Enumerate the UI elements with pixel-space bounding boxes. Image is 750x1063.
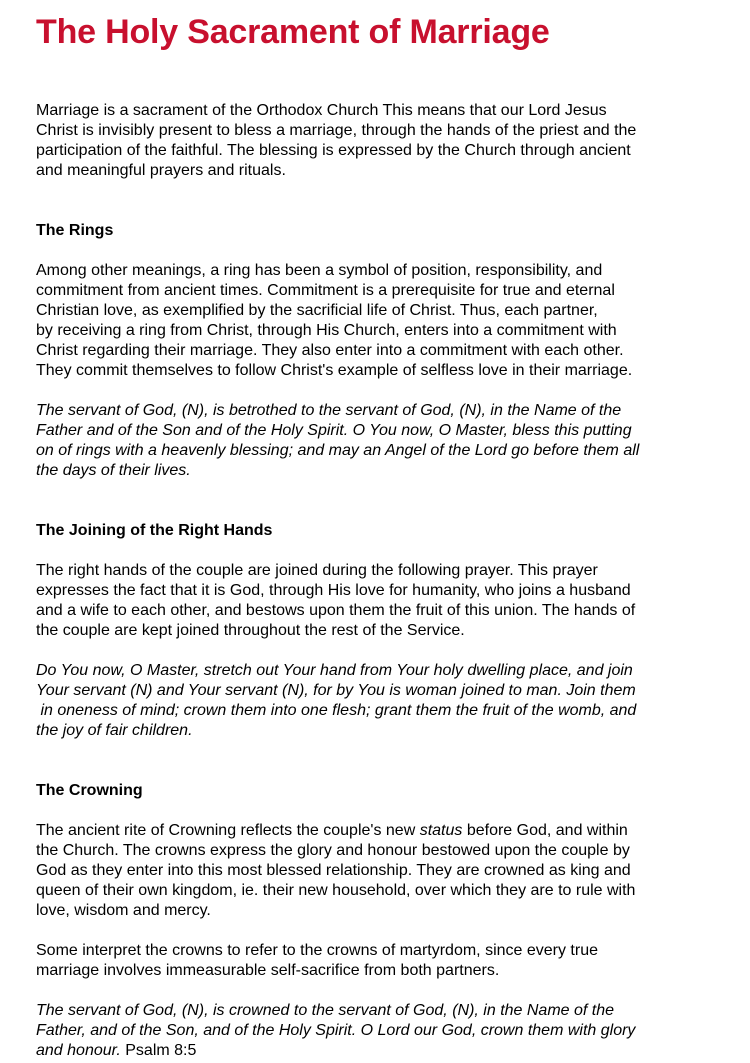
body-text: The ancient rite of Crowning reflects the couple's new xyxy=(36,822,420,839)
body-line: queen of their own kingdom, ie. their new household, over which they are to rule with xyxy=(36,882,636,899)
body-line: The right hands of the couple are joined during the following prayer. This prayer xyxy=(36,562,598,579)
prayer-line: the days of their lives. xyxy=(36,462,191,479)
crowning-body xyxy=(36,821,726,921)
prayer-line: Your servant (N) and Your servant (N), for by You is woman joined to man. Join them xyxy=(36,682,636,699)
body-line: Some interpret the crowns to refer to the crowns of martyrdom, since every true xyxy=(36,942,598,959)
intro-paragraph xyxy=(36,101,726,181)
body-line: Christian love, as exemplified by the sacrificial life of Christ. Thus, each partner, xyxy=(36,302,598,319)
section-heading-rings: The Rings xyxy=(36,222,114,239)
prayer-line: Do You now, O Master, stretch out Your hand from Your holy dwelling place, and join xyxy=(36,662,633,679)
intro-line: and meaningful prayers and rituals. xyxy=(36,162,286,179)
hands-body xyxy=(36,561,726,641)
body-line: They commit themselves to follow Christ's example of selfless love in their marriage. xyxy=(36,362,633,379)
prayer-line: the joy of fair children. xyxy=(36,722,193,739)
crowning-prayer xyxy=(36,1001,726,1061)
section-joining-right-hands xyxy=(36,521,726,741)
body-line: commitment from ancient times. Commitment is a prerequisite for true and eternal xyxy=(36,282,615,299)
document-page xyxy=(36,10,726,1061)
section-crowning xyxy=(36,781,726,1061)
psalm-citation: Psalm 8:5 xyxy=(120,1042,197,1059)
prayer-line xyxy=(36,1041,726,1061)
intro-line: participation of the faithful. The blessing is expressed by the Church through ancient xyxy=(36,142,631,159)
body-text: before God, and within xyxy=(462,822,628,839)
section-heading-crowning: The Crowning xyxy=(36,782,143,799)
body-line: marriage involves immeasurable self-sacrifice from both partners. xyxy=(36,962,500,979)
body-emphasis: status xyxy=(419,822,463,839)
section-heading-hands: The Joining of the Right Hands xyxy=(36,522,273,539)
crowning-body-martyrdom xyxy=(36,941,726,981)
body-line: love, wisdom and mercy. xyxy=(36,902,211,919)
section-rings xyxy=(36,221,726,481)
body-line: the couple are kept joined throughout the rest of the Service. xyxy=(36,622,465,639)
body-line: the Church. The crowns express the glory and honour bestowed upon the couple by xyxy=(36,842,630,859)
prayer-line: Father and of the Son and of the Holy Spirit. O You now, O Master, bless this putting xyxy=(36,422,632,439)
prayer-text: and honour. xyxy=(36,1042,121,1059)
intro-line: Christ is invisibly present to bless a marriage, through the hands of the priest and the xyxy=(36,122,637,139)
body-line: and a wife to each other, and bestows upon them the fruit of this union. The hands of xyxy=(36,602,636,619)
body-line xyxy=(36,821,726,841)
rings-prayer xyxy=(36,401,726,481)
prayer-line: Father, and of the Son, and of the Holy Spirit. O Lord our God, crown them with glory xyxy=(36,1022,636,1039)
body-line: by receiving a ring from Christ, through His Church, enters into a commitment with xyxy=(36,322,617,339)
body-line: Christ regarding their marriage. They also enter into a commitment with each other. xyxy=(36,342,624,359)
intro-line: Marriage is a sacrament of the Orthodox Church This means that our Lord Jesus xyxy=(36,102,607,119)
prayer-line: The servant of God, (N), is betrothed to the servant of God, (N), in the Name of the xyxy=(36,402,622,419)
body-line: Among other meanings, a ring has been a symbol of position, responsibility, and xyxy=(36,262,603,279)
body-line: God as they enter into this most blessed relationship. They are crowned as king and xyxy=(36,862,631,879)
prayer-line: The servant of God, (N), is crowned to the servant of God, (N), in the Name of the xyxy=(36,1002,615,1019)
prayer-line: on of rings with a heavenly blessing; and may an Angel of the Lord go before them all xyxy=(36,442,640,459)
page-title: The Holy Sacrament of Marriage xyxy=(36,13,550,51)
rings-body xyxy=(36,261,726,381)
body-line: expresses the fact that it is God, through His love for humanity, who joins a husband xyxy=(36,582,631,599)
prayer-line: in oneness of mind; crown them into one flesh; grant them the fruit of the womb, and xyxy=(36,702,637,719)
hands-prayer xyxy=(36,661,726,741)
